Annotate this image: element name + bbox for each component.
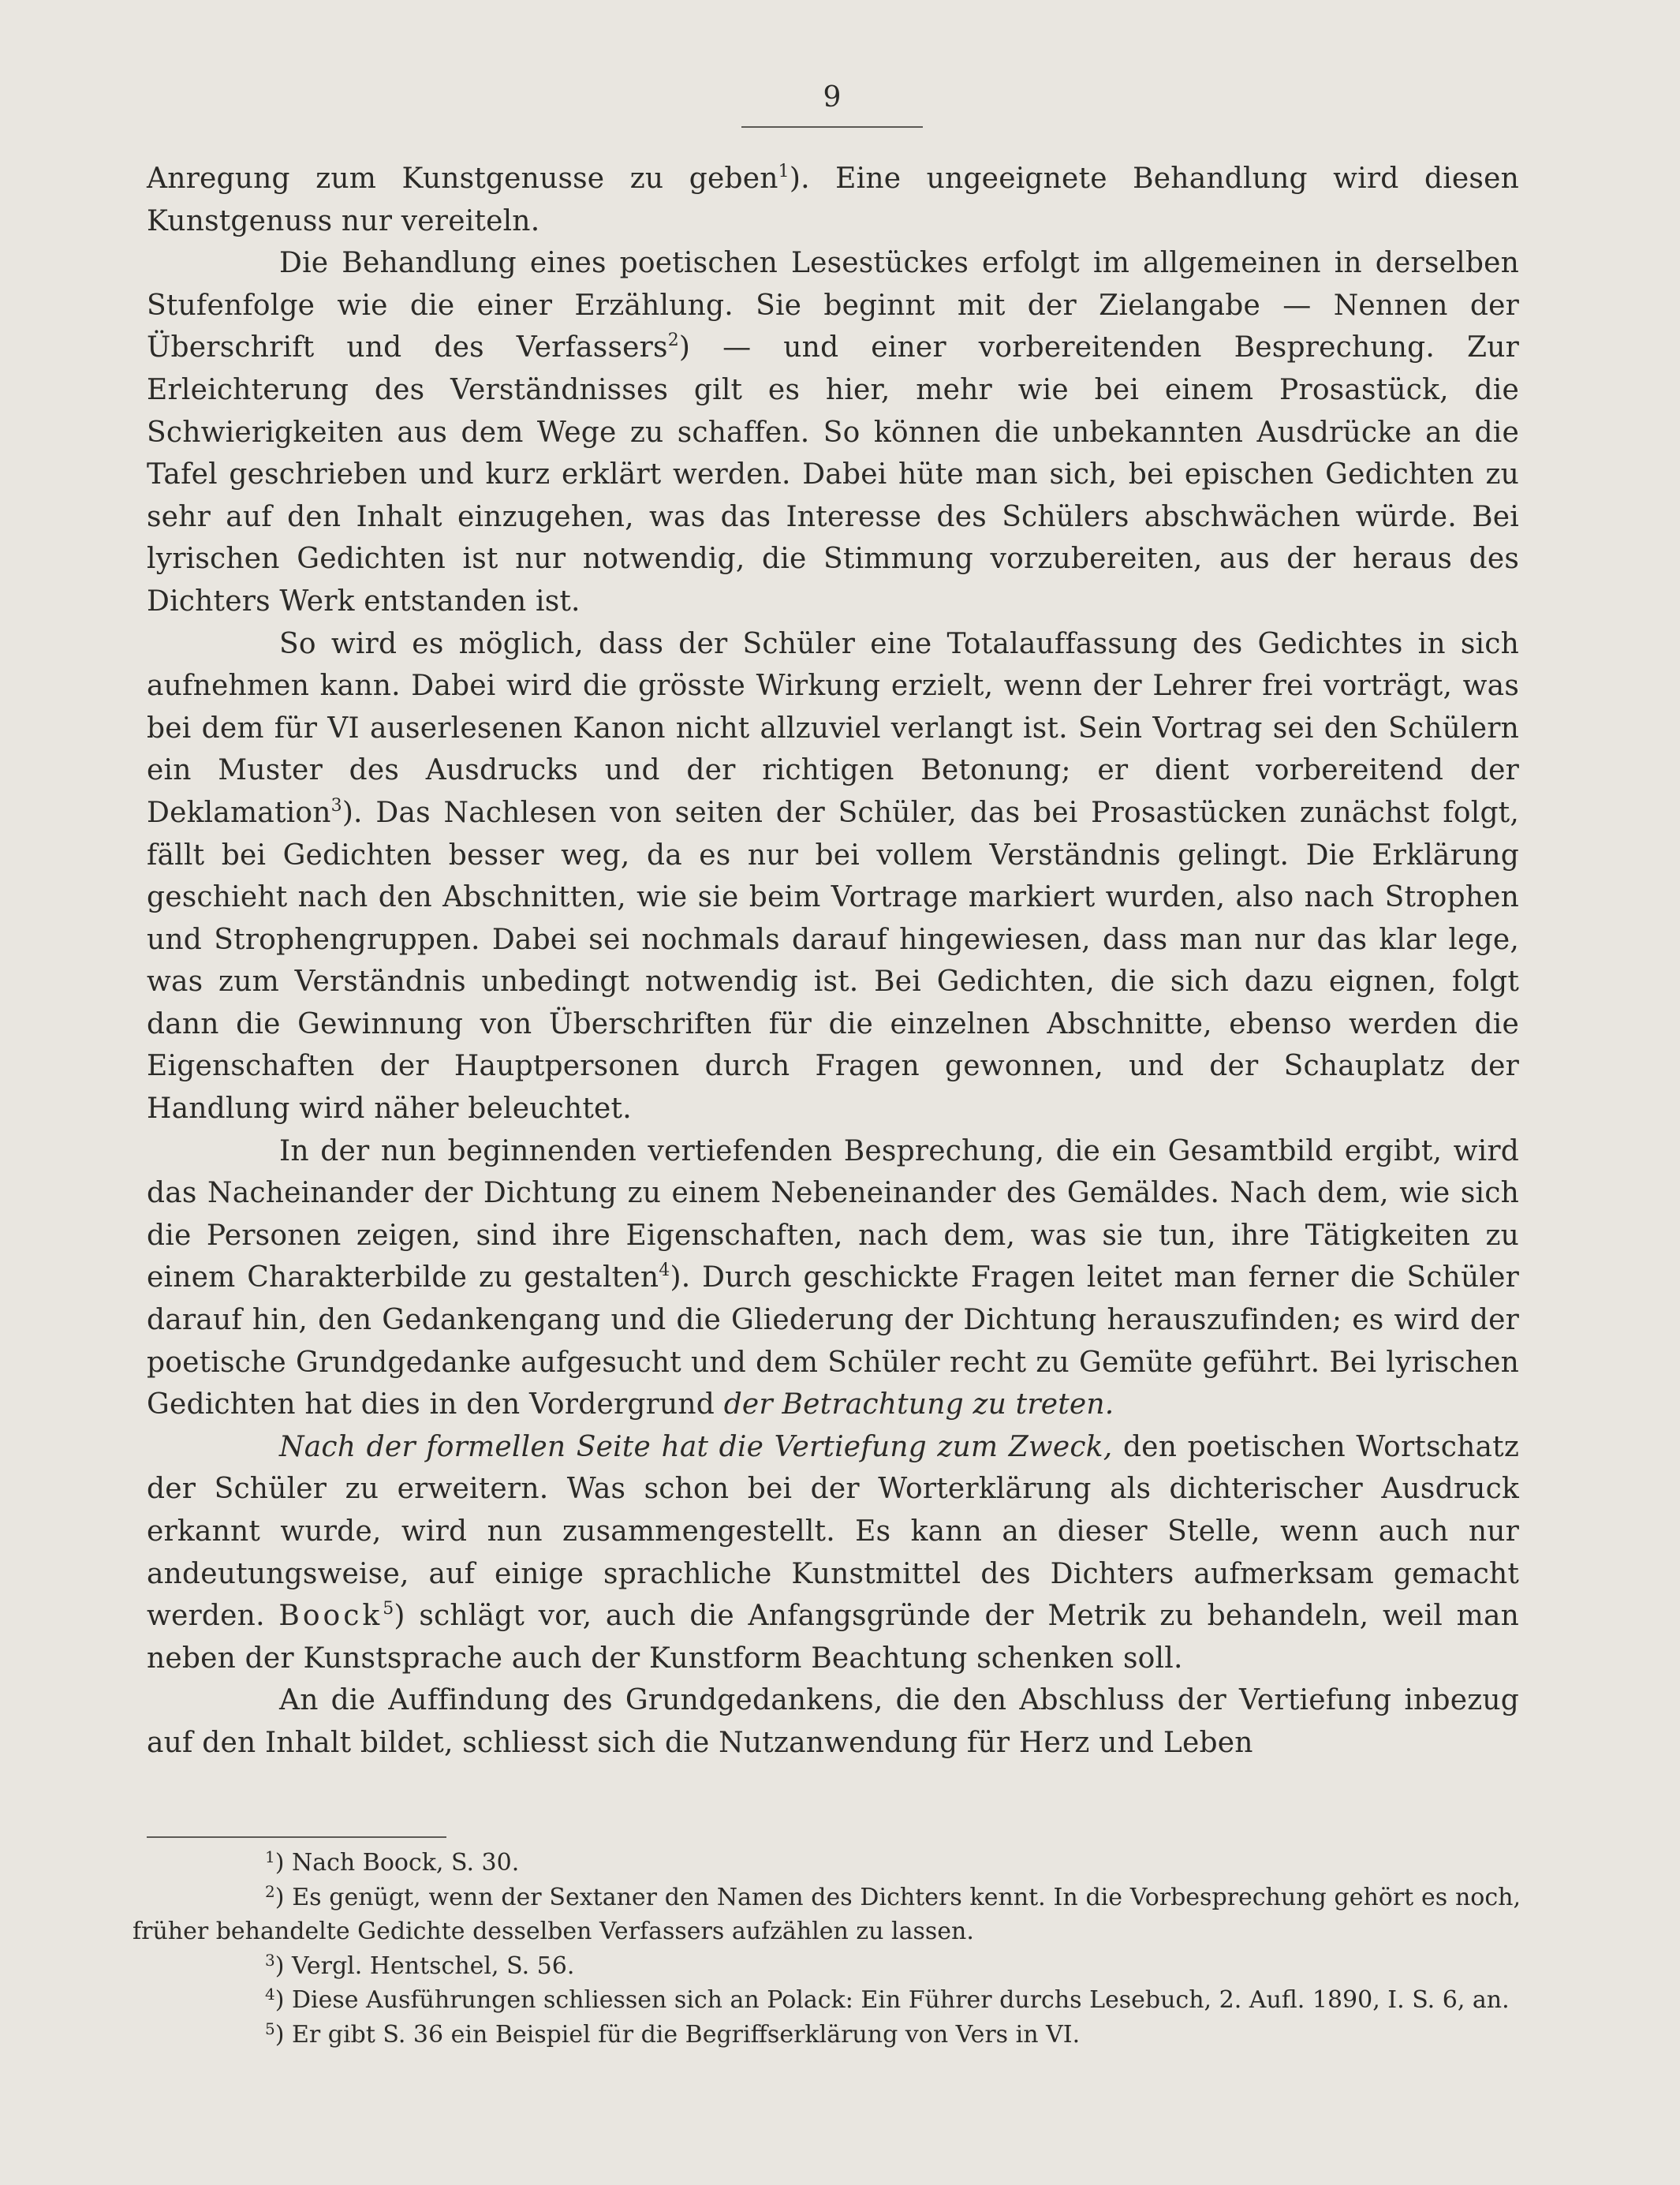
footnote-ref-1: 1	[778, 162, 790, 181]
footnote-1-mark: 1	[265, 1847, 275, 1866]
footnote-ref-5: 5	[383, 1599, 394, 1619]
paragraph-5-italic: Nach der formellen Seite hat die Vertiefung zum Zweck,	[279, 1430, 1113, 1463]
footnote-3-text: ) Vergl. Hentschel, S. 56.	[274, 1952, 575, 1980]
footnote-2	[133, 1881, 1521, 1949]
footnote-ref-2: 2	[667, 331, 679, 351]
paragraph-4	[147, 1130, 1519, 1426]
paragraph-3	[147, 623, 1519, 1130]
paragraph-3-text-b: ). Das Nachlesen von seiten der Schüler, das bei Prosastücken zunächst folgt, fällt bei Gedichten besser weg, da es nur bei vollem Verständnis gelingt. Die Erklärung geschieht nach den Abschnitten, wie sie beim Vortrage markiert wurden, also nach Strophen und Strophengruppen. Dabei sei nochmals darauf hingewiesen, dass man nur das klar lege, was zum Verständnis unbedingt notwendig ist. Bei Gedichten, die sich dazu eignen, folgt dann die Gewinnung von Überschriften für die einzelnen Abschnitte, ebenso werden die Eigenschaften der Hauptpersonen durch Fragen gewonnen, und der Schauplatz der Handlung wird näher beleuchtet.	[147, 796, 1519, 1126]
paragraph-6: An die Auffindung des Grundgedankens, die den Abschluss der Vertiefung inbezug auf den Inhalt bildet, schliesst sich die Nutzanwendung für Herz und Leben	[147, 1684, 1519, 1759]
footnote-2-mark: 2	[265, 1881, 275, 1901]
footnote-3-mark: 3	[265, 1950, 275, 1970]
page-number-rule	[741, 126, 923, 128]
footnote-4-text: ) Diese Ausführungen schliessen sich an Polack: Ein Führer durchs Lesebuch, 2. Aufl. 1890, I. S. 6, an.	[274, 1986, 1510, 2014]
footnote-rule	[147, 1836, 446, 1838]
paragraph-4-text-a: In der nun beginnenden vertiefenden Besprechung, die ein Gesamtbild ergibt, wird das Nacheinander der Dichtung zu einem Nebeneinander des Gemäldes. Nach dem, wie sich die Personen zeigen, sind ihre Eigenschaften, nach dem, was sie tun, ihre Tätigkeiten zu einem Charakterbilde zu gestalten	[147, 1134, 1519, 1294]
footnote-ref-3: 3	[330, 795, 342, 816]
page-number: 9	[823, 81, 842, 114]
footnote-5	[133, 2018, 1521, 2052]
footnote-1	[133, 1846, 1521, 1881]
paragraph-5	[147, 1426, 1519, 1680]
paragraph-2-text-a: Die Behandlung eines poetischen Lesestückes erfolgt im allgemeinen in derselben Stufenfolge wie die einer Erzählung. Sie beginnt mit der Zielangabe — Nennen der Überschrift und des Verfassers	[147, 247, 1519, 364]
paragraph-1-text-b: ). Eine ungeeignete Behandlung wird diesen Kunstgenuss nur vereiteln.	[147, 162, 1519, 237]
paragraph-1-text-a: Anregung zum Kunstgenusse zu geben	[147, 162, 778, 195]
paragraph-4-italic: der Betrachtung zu treten.	[723, 1388, 1114, 1421]
paragraph-4-text-b: ). Durch geschickte Fragen leitet man ferner die Schüler darauf hin, den Gedankengang und die Gliederung der Dichtung herauszufinden; es wird der poetische Grundgedanke aufgesucht und dem Schüler recht zu Gemüte geführt. Bei lyrischen Gedichten hat dies in den Vordergrund	[147, 1261, 1519, 1421]
paragraph-1	[147, 158, 1519, 242]
paragraph-3-text-a: So wird es möglich, dass der Schüler eine Totalauffassung des Gedichtes in sich aufnehmen kann. Dabei wird die grösste Wirkung erzielt, wenn der Lehrer frei vorträgt, was bei dem für VI auserlesenen Kanon nicht allzuviel verlangt ist. Sein Vortrag sei den Schülern ein Muster des Ausdrucks und der richtigen Betonung; er dient vorbereitend der Deklamation	[147, 627, 1519, 829]
paragraph-5-text-c: ) schlägt vor, auch die Anfangsgründe der Metrik zu behandeln, weil man neben der Kunstsprache auch der Kunstform Beachtung schenken soll.	[147, 1600, 1520, 1675]
paragraph-2-text-b: ) — und einer vorbereitenden Besprechung. Zur Erleichterung des Verständnisses gilt es hier, mehr wie bei einem Prosastück, die Schwierigkeiten aus dem Wege zu schaffen. So können die unbekannten Ausdrücke an die Tafel geschrieben und kurz erklärt werden. Dabei hüte man sich, bei epischen Gedichten zu sehr auf den Inhalt einzugehen, was das Interesse des Schülers abschwächen würde. Bei lyrischen Gedichten ist nur notwendig, die Stimmung vorzubereiten, aus der heraus des Dichters Werk entstanden ist.	[147, 331, 1519, 618]
footnote-2-text: ) Es genügt, wenn der Sextaner den Namen des Dichters kennt. In die Vorbesprechung gehört es noch, früher behandelte Gedichte desselben Verfassers aufzählen zu lassen.	[133, 1883, 1521, 1945]
author-boock: Boock	[278, 1600, 383, 1633]
footnote-5-mark: 5	[265, 2019, 275, 2038]
paragraph-2	[147, 242, 1519, 622]
footnote-1-text: ) Nach Boock, S. 30.	[274, 1849, 520, 1877]
body-text	[147, 158, 1519, 1765]
footnotes	[133, 1846, 1521, 2052]
footnote-ref-4: 4	[659, 1261, 670, 1281]
footnote-4	[133, 1983, 1521, 2018]
footnote-3	[133, 1949, 1521, 1984]
paragraph-5-text-b: den poetischen Wortschatz der Schüler zu erweitern. Was schon bei der Worterklärung als dichterischer Ausdruck erkannt wurde, wird nun zusammengestellt. Es kann an dieser Stelle, wenn auch nur andeutungsweise, auf einige sprachliche Kunstmittel des Dichters aufmerksam gemacht werden.	[147, 1430, 1519, 1633]
footnote-4-mark: 4	[265, 1985, 275, 2004]
footnote-5-text: ) Er gibt S. 36 ein Beispiel für die Begriffserklärung von Vers in VI.	[274, 2020, 1081, 2049]
